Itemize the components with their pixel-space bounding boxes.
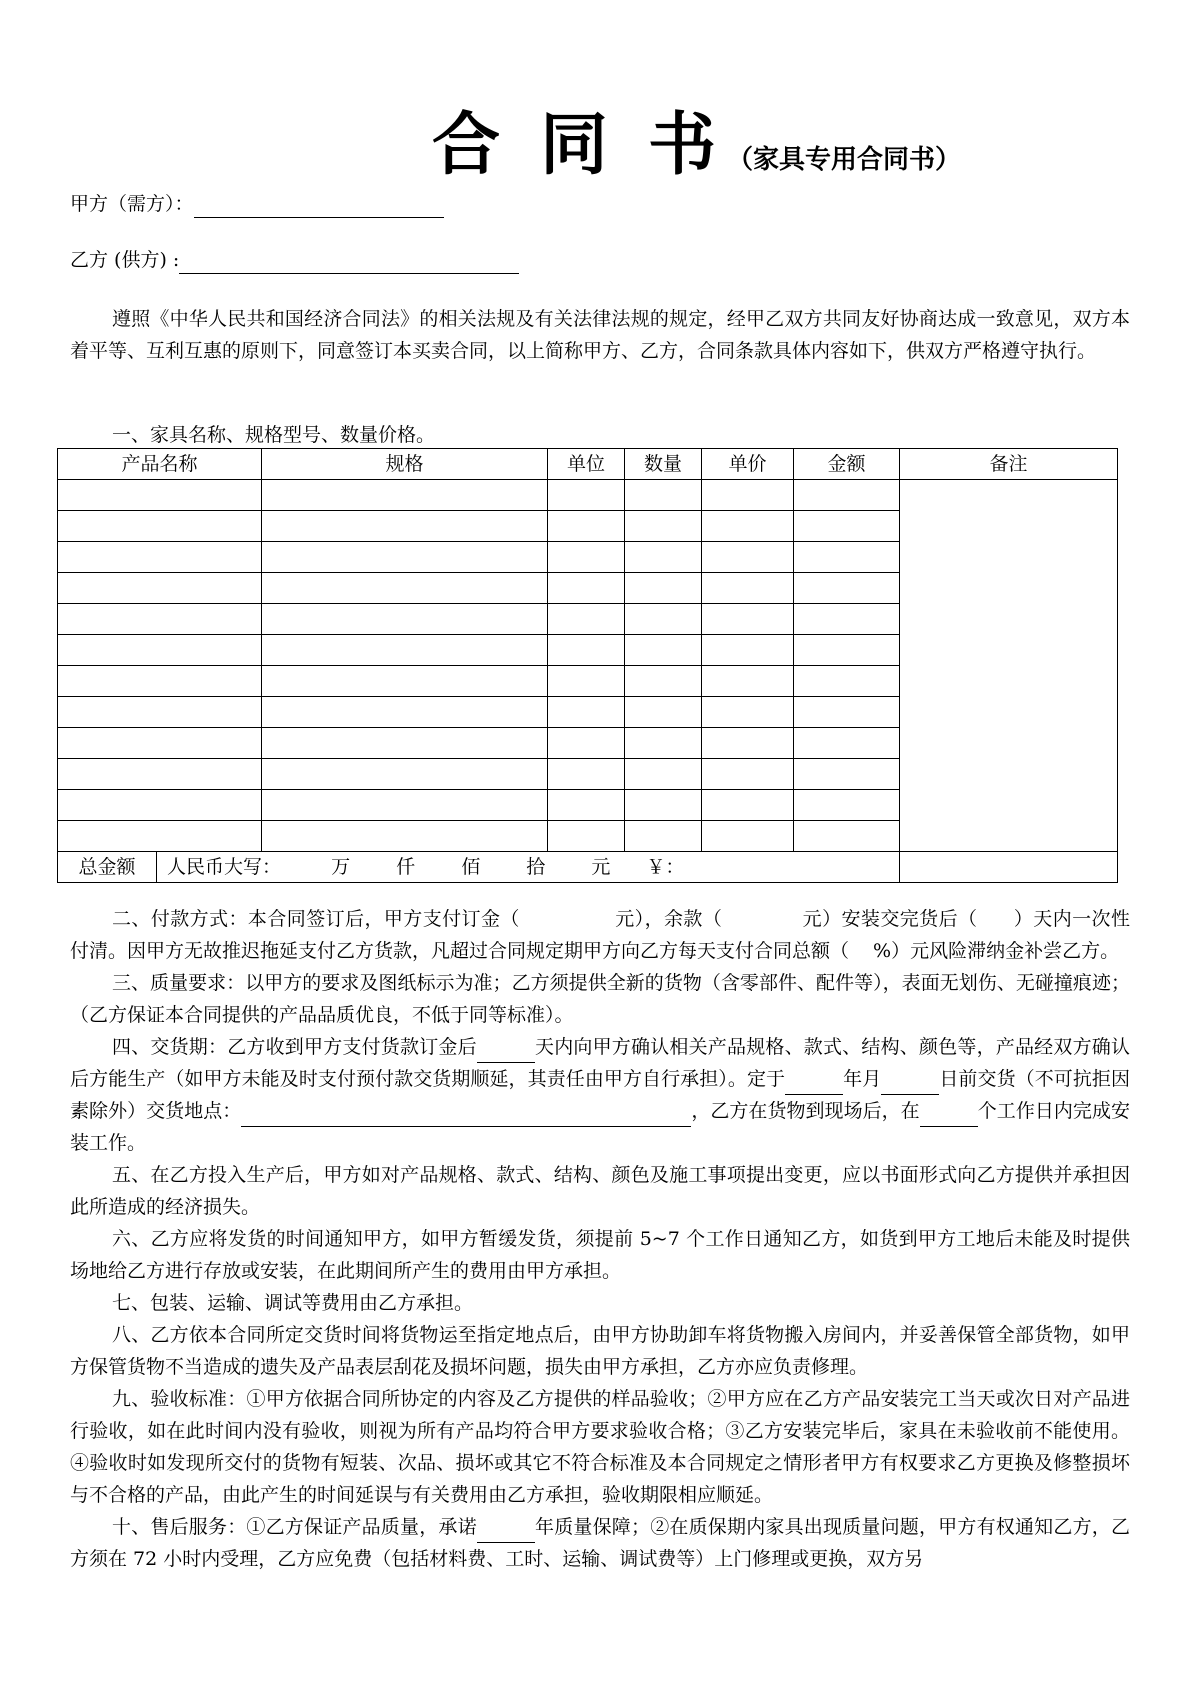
cell-quantity[interactable] (625, 542, 702, 573)
cell-amount[interactable] (794, 604, 900, 635)
cell-amount[interactable] (794, 511, 900, 542)
cell-unit[interactable] (548, 511, 625, 542)
cell-spec[interactable] (262, 790, 548, 821)
party-a-line (70, 190, 444, 218)
cell-unit-price[interactable] (702, 697, 794, 728)
cell-product-name[interactable] (58, 604, 262, 635)
cell-spec[interactable] (262, 821, 548, 852)
cell-amount[interactable] (794, 728, 900, 759)
yen-label: ￥： (646, 856, 685, 878)
header-amount: 金额 (794, 449, 900, 480)
cell-spec[interactable] (262, 542, 548, 573)
total-row (58, 852, 1118, 883)
cell-spec[interactable] (262, 666, 548, 697)
warranty-years-blank[interactable] (477, 1522, 535, 1543)
cell-quantity[interactable] (625, 573, 702, 604)
header-spec: 规格 (262, 449, 548, 480)
cell-quantity[interactable] (625, 480, 702, 511)
clause-4-text-c: 年月 (843, 1068, 882, 1090)
clause-2-text-b: 元），余款（ (614, 908, 723, 930)
clause-4-text-a: 四、交货期：乙方收到甲方支付货款订金后 (112, 1036, 477, 1058)
goods-table-body (58, 480, 1118, 852)
unit-yuan: 元 (591, 856, 611, 878)
clause-8: 八、乙方依本合同所定交货时间将货物运至指定地点后，由甲方协助卸车将货物搬入房间内，并妥善保管全部货物，如甲方保管货物不当造成的遗失及产品表层刮花及损坏问题，损失由甲方承担，乙方亦应负责修理。 (70, 1324, 1130, 1378)
cell-product-name[interactable] (58, 821, 262, 852)
clause-2-text-a: 二、付款方式：本合同签订后，甲方支付订金（ (112, 908, 520, 930)
intro-text: 遵照《中华人民共和国经济合同法》的相关法规及有关法律法规的规定，经甲乙双方共同友好协商达成一致意见，双方本着平等、互利互惠的原则下，同意签订本买卖合同，以上简称甲方、乙方，合同条款具体内容如下，供双方严格遵守执行。 (70, 308, 1130, 362)
goods-table (57, 448, 1118, 883)
page-subtitle: （家具专用合同书） (727, 145, 962, 175)
cell-unit-price[interactable] (702, 635, 794, 666)
cell-unit[interactable] (548, 697, 625, 728)
cell-unit[interactable] (548, 480, 625, 511)
cell-unit-price[interactable] (702, 511, 794, 542)
cell-amount[interactable] (794, 821, 900, 852)
cell-unit-price[interactable] (702, 728, 794, 759)
page-title: 合同书 (432, 105, 757, 185)
cell-amount[interactable] (794, 480, 900, 511)
clause-9: 九、验收标准：①甲方依据合同所协定的内容及乙方提供的样品验收；②甲方应在乙方产品安装完工当天或次日对产品进行验收，如在此时间内没有验收，则视为所有产品均符合甲方要求验收合格；③乙方安装完毕后，家具在未验收前不能使用。④验收时如发现所交付的货物有短装、次品、损坏或其它不符合标准及本合同规定之情形者甲方有权要求乙方更换及修整损坏与不合格的产品，由此产生的时间延误与有关费用由乙方承担，验收期限相应顺延。 (70, 1388, 1130, 1506)
clause-4-text-b: 天内向甲方确认相关产品规格、款式、结构、颜色等，产品经双方确认后方能生产（如甲方未能及时支付预付款交货期顺延，其责任由甲方自行承担）。定于 (70, 1036, 1130, 1090)
cell-quantity[interactable] (625, 790, 702, 821)
clause-5: 五、在乙方投入生产后，甲方如对产品规格、款式、结构、颜色及施工事项提出变更，应以书面形式向乙方提供并承担因此所造成的经济损失。 (70, 1164, 1130, 1218)
cell-product-name[interactable] (58, 635, 262, 666)
clause-2-text-e: %）元风险滞纳金补尝乙方。 (873, 940, 1120, 962)
party-a-field[interactable] (194, 195, 444, 218)
party-b-line (70, 246, 519, 274)
cell-unit-price[interactable] (702, 480, 794, 511)
clause-4-text-d: 日前交货（不可抗拒因素除外）交货地点： (70, 1068, 1130, 1122)
cell-quantity[interactable] (625, 604, 702, 635)
unit-shi: 拾 (526, 856, 546, 878)
total-remarks-cell[interactable] (900, 852, 1118, 883)
cell-quantity[interactable] (625, 511, 702, 542)
clause-10-text-b: 年质量保障；②在质保期内家具出现质量问题，甲方有权通知乙方，乙方须在 72 小时内受理，乙方应免费（包括材料费、工时、运输、调试费等）上门修理或更换，双方另 (70, 1516, 1130, 1570)
cell-quantity[interactable] (625, 821, 702, 852)
cell-remarks[interactable] (900, 480, 1118, 852)
cell-spec[interactable] (262, 480, 548, 511)
cell-amount[interactable] (794, 790, 900, 821)
clause-2-text-d: ）天内一次性付清。因甲方无故推迟拖延支付乙方货款，凡超过合同规定期甲方向乙方每天支付合同总额（ (70, 908, 1130, 962)
delivery-place-blank[interactable] (241, 1106, 691, 1127)
cell-quantity[interactable] (625, 759, 702, 790)
cell-unit[interactable] (548, 604, 625, 635)
unit-bai: 佰 (461, 856, 481, 878)
cell-quantity[interactable] (625, 666, 702, 697)
confirm-days-blank[interactable] (477, 1042, 535, 1063)
clause-2-text-c: 元）安装交完货后（ (802, 908, 978, 930)
cell-amount[interactable] (794, 573, 900, 604)
clause-4-text-f: 个工作日内完成安装工作。 (70, 1100, 1130, 1154)
cell-product-name[interactable] (58, 697, 262, 728)
cell-unit-price[interactable] (702, 666, 794, 697)
cell-unit[interactable] (548, 635, 625, 666)
cell-amount[interactable] (794, 759, 900, 790)
cell-quantity[interactable] (625, 635, 702, 666)
cell-quantity[interactable] (625, 728, 702, 759)
cell-unit[interactable] (548, 821, 625, 852)
cell-amount[interactable] (794, 542, 900, 573)
cell-unit[interactable] (548, 790, 625, 821)
clause-6: 六、乙方应将发货的时间通知甲方，如甲方暂缓发货，须提前 5~7 个工作日通知乙方，如货到甲方工地后未能及时提供场地给乙方进行存放或安装，在此期间所产生的费用由甲方承担。 (70, 1228, 1130, 1282)
header-unit: 单位 (548, 449, 625, 480)
cell-product-name[interactable] (58, 759, 262, 790)
unit-qian: 仟 (396, 856, 416, 878)
cell-spec[interactable] (262, 573, 548, 604)
header-quantity: 数量 (625, 449, 702, 480)
cell-amount[interactable] (794, 635, 900, 666)
cell-unit-price[interactable] (702, 573, 794, 604)
clause-10 (70, 1511, 1130, 1575)
cell-spec[interactable] (262, 728, 548, 759)
cell-unit[interactable] (548, 573, 625, 604)
table-header-row (58, 449, 1118, 480)
cell-product-name[interactable] (58, 480, 262, 511)
cell-quantity[interactable] (625, 697, 702, 728)
cell-amount[interactable] (794, 697, 900, 728)
party-b-label: 乙方 (供方) : (70, 249, 180, 271)
clause-10-text-a: 十、售后服务：①乙方保证产品质量，承诺 (112, 1516, 477, 1538)
title-row (0, 100, 1190, 190)
clauses (70, 903, 1130, 1575)
cell-product-name[interactable] (58, 511, 262, 542)
delivery-year-blank[interactable] (785, 1074, 843, 1095)
cell-unit-price[interactable] (702, 790, 794, 821)
party-a-label: 甲方（需方）： (70, 193, 194, 215)
total-amount-label: 总金额 (58, 852, 157, 883)
cell-product-name[interactable] (58, 542, 262, 573)
header-product-name: 产品名称 (58, 449, 262, 480)
unit-wan: 万 (331, 856, 351, 878)
cell-unit[interactable] (548, 542, 625, 573)
cell-spec[interactable] (262, 604, 548, 635)
section-1-heading-text: 一、家具名称、规格型号、数量价格。 (112, 424, 436, 446)
header-unit-price: 单价 (702, 449, 794, 480)
cell-spec[interactable] (262, 511, 548, 542)
cell-unit-price[interactable] (702, 759, 794, 790)
clause-7: 七、包装、运输、调试等费用由乙方承担。 (112, 1292, 474, 1314)
cell-product-name[interactable] (58, 666, 262, 697)
cell-unit[interactable] (548, 666, 625, 697)
cell-product-name[interactable] (58, 790, 262, 821)
cell-unit[interactable] (548, 728, 625, 759)
cell-spec[interactable] (262, 635, 548, 666)
cell-spec[interactable] (262, 759, 548, 790)
cell-amount[interactable] (794, 666, 900, 697)
rmb-label: 人民币大写： (167, 856, 282, 878)
install-days-blank[interactable] (920, 1106, 978, 1127)
delivery-day-blank[interactable] (881, 1074, 939, 1095)
clause-4 (70, 1031, 1130, 1159)
cell-unit-price[interactable] (702, 821, 794, 852)
intro-paragraph (70, 303, 1130, 367)
party-b-field[interactable] (179, 251, 519, 274)
header-remarks: 备注 (900, 449, 1118, 480)
section-1-heading (70, 419, 1130, 451)
clause-2 (70, 903, 1130, 967)
cell-unit-price[interactable] (702, 542, 794, 573)
clause-4-text-e: ，乙方在货物到现场后，在 (691, 1100, 920, 1122)
cell-product-name[interactable] (58, 573, 262, 604)
cell-unit-price[interactable] (702, 604, 794, 635)
table-row (58, 480, 1118, 511)
total-rmb-cell[interactable] (157, 852, 900, 883)
cell-unit[interactable] (548, 759, 625, 790)
cell-product-name[interactable] (58, 728, 262, 759)
cell-spec[interactable] (262, 697, 548, 728)
clause-3: 三、质量要求：以甲方的要求及图纸标示为准；乙方须提供全新的货物（含零部件、配件等），表面无划伤、无碰撞痕迹；（乙方保证本合同提供的产品品质优良，不低于同等标准）。 (70, 972, 1130, 1026)
